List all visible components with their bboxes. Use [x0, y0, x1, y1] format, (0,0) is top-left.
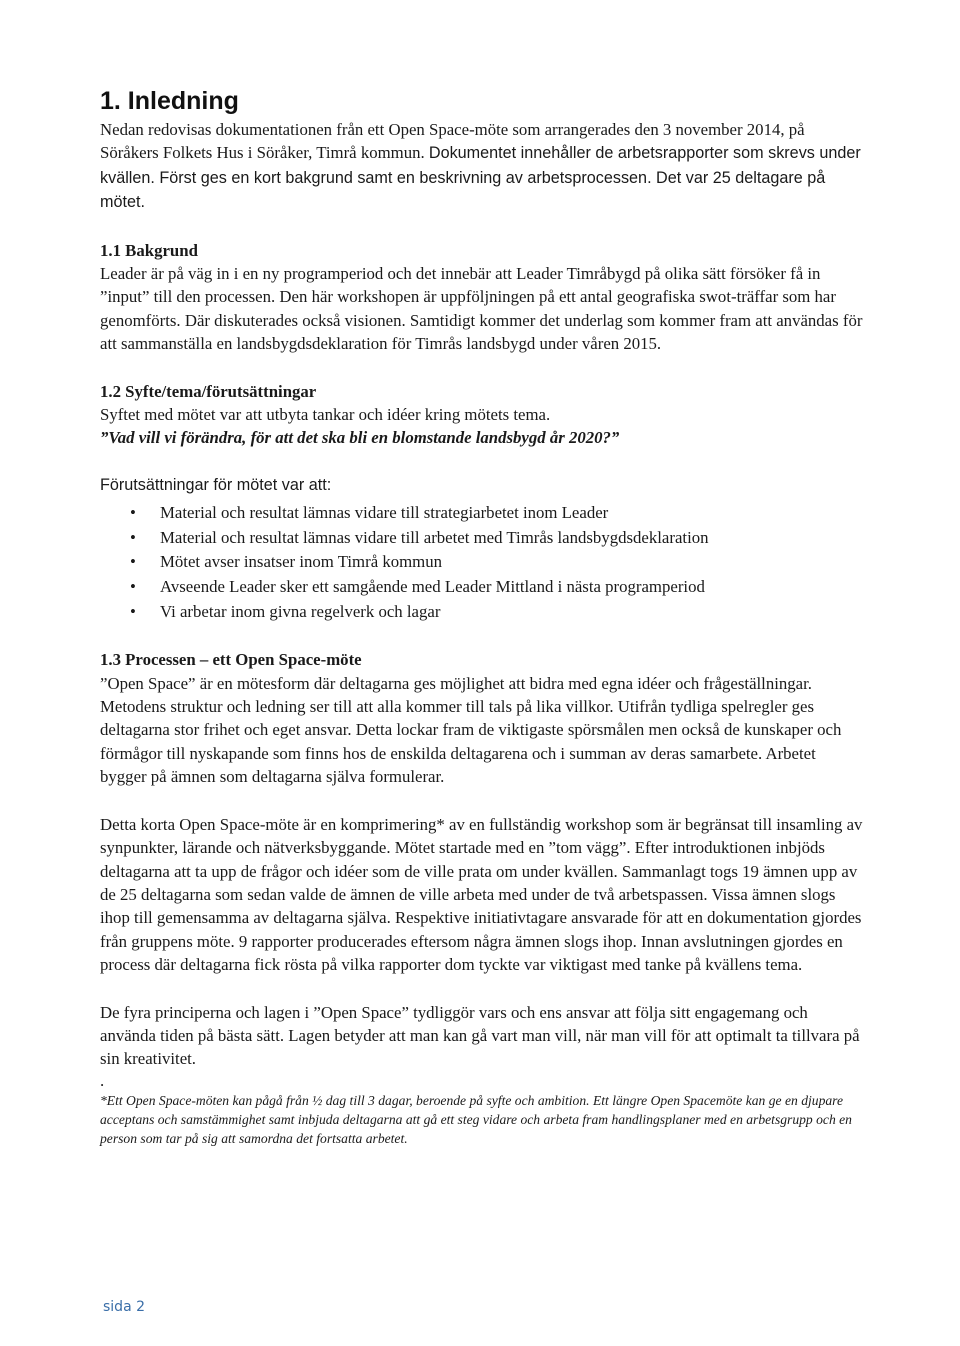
theme-quote — [100, 426, 865, 449]
bullet-icon: • — [130, 527, 136, 547]
document-body — [100, 84, 865, 1148]
bullet-icon: • — [130, 601, 136, 621]
quote-close-mark: ” — [610, 428, 620, 448]
quote-open-mark: ” — [100, 428, 109, 448]
intro-paragraph — [100, 118, 865, 215]
intro-text-3: Först ges en kort bakgrund samt en beskrivning av arbetsprocessen. Det var 25 deltagare på mötet. — [100, 168, 826, 212]
intro-text-2: Dokumentet innehåller de arbetsrapporter som skrevs under kvällen. — [100, 144, 861, 187]
bakgrund-paragraph: Leader är på väg in i en ny programperiod och det innebär att Leader Timråbygd på olika sätt försöker få in ”input” till den processen. Den här workshopen är uppföljningen på ett antal geografiska swot-träffar som har genomförts. Där diskuterades också visionen. Samtidigt kommer det underlag som kommer fram att användas för att sammanställa en landsbygdsdeklaration för Timrås landsbygd under våren 2015. — [100, 264, 863, 354]
footnote: *Ett Open Space-möten kan pågå från ½ dag till 3 dagar, beroende på syfte och ambition. Ett längre Open Spacemöte kan ge en djupare acceptans och samstämmighet samt inbjuda deltagarna att gå ett steg vidare och arbeta fram handlingsplaner med en arbetsgrupp och en person som tar på sig att samordna det fortsatta arbetet. — [100, 1092, 852, 1146]
bullet-icon: • — [130, 577, 136, 597]
list-item — [100, 550, 865, 575]
list-item-text: Material och resultat lämnas vidare till strategiarbetet inom Leader — [160, 503, 609, 523]
bullet-icon: • — [130, 552, 136, 572]
list-item — [100, 526, 865, 551]
bullet-icon: • — [130, 503, 136, 523]
page-number: sida 2 — [103, 1299, 146, 1315]
conditions-list — [100, 501, 865, 624]
theme-quote-text: Vad vill vi förändra, för att det ska bli en blomstande landsbygd år 2020? — [108, 428, 611, 448]
list-item-text: Material och resultat lämnas vidare till arbetet med Timrås landsbygdsdeklaration — [160, 527, 709, 547]
list-item-text: Vi arbetar inom givna regelverk och lagar — [160, 601, 441, 621]
processen-paragraph-1: ”Open Space” är en mötesform där deltagarna ges möjlighet att bidra med egna idéer och frågeställningar. Metodens struktur och ledning ser till att alla kommer till tals på lika villkor. Utifrån tydliga spelregler ges deltagarna stor frihet och eget ansvar. Detta lockar fram de viktigaste spörsmålen men också de kunskaper och förmågor till nyskapande som finns hos de enskilda deltagarena och i summan av deras samarbete. Arbetet bygger på ämnen som deltagarna själva formulerar. — [100, 673, 842, 787]
processen-paragraph-2: Detta korta Open Space-möte är en komprimering* av en fullständig workshop som är begränsat till insamling av synpunkter, lärande och nätverksbyggande. Mötet startade med en ”tom vägg”. Efter introduktionen inbjöds deltagarna att ta upp de frågor och idéer som de ville prata om under kvällen. Sammanlagt togs 19 ämnen upp av de 25 deltagarna som sedan valde de ämnen de ville arbeta med under de två arbetspassen. Vissa ämnen slogs ihop till gemensamma av deltagarna själva. Respektive initiativtagare ansvarade för att en dokumentation gjordes från gruppens möte. 9 rapporter producerades eftersom några ämnen slogs ihop. Innan avslutningen gjordes en process där deltagarna fick rösta på vilka rapporter dom tyckte var viktigast med tanke på kvällens tema. — [100, 814, 863, 975]
list-item — [100, 575, 865, 600]
list-item-text: Mötet avser insatser inom Timrå kommun — [160, 552, 443, 572]
subsection-title-processen: 1.3 Processen – ett Open Space-möte — [100, 650, 362, 670]
intro-text-1: Nedan redovisas dokumentationen från ett Open Space-möte som arrangerades den 3 november 2014, på Söråkers Folkets Hus i Söråker, Timrå kommun. — [100, 120, 805, 163]
syfte-paragraph: Syftet med mötet var att utbyta tankar och idéer kring mötets tema. — [100, 405, 551, 425]
stray-dot: . — [100, 1070, 105, 1090]
subsection-title-syfte: 1.2 Syfte/tema/förutsättningar — [100, 381, 317, 401]
list-item-text: Avseende Leader sker ett samgående med Leader Mittland i nästa programperiod — [160, 577, 705, 597]
list-item — [100, 501, 865, 526]
conditions-intro: Förutsättningar för mötet var att: — [100, 475, 332, 494]
section-heading-inledning: 1. Inledning — [100, 87, 239, 115]
processen-paragraph-3: De fyra principerna och lagen i ”Open Space” tydliggör vars och ens ansvar att följa sitt engagemang och använda tiden på bästa sätt. Lagen betyder att man kan gå vart man vill, när man vill för att optimalt ta tillvara på sin kreativitet. — [100, 1002, 860, 1069]
list-item — [100, 600, 865, 625]
subsection-title-bakgrund: 1.1 Bakgrund — [100, 240, 198, 260]
